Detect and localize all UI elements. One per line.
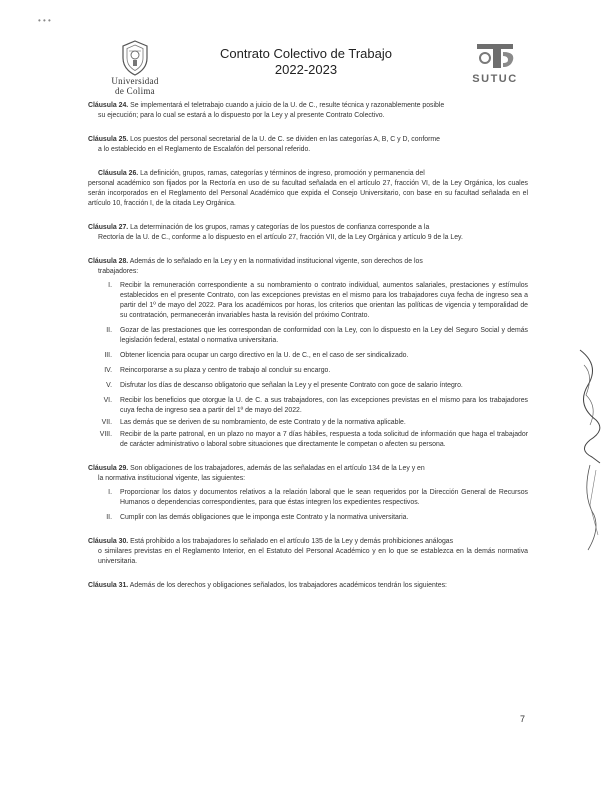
clause-24-text-cont: su ejecución; para lo cual se estará a lo dispuesto por la Ley y al presente Contrato Colectivo.: [98, 112, 385, 119]
list-item: [88, 281, 528, 321]
clause-28-list: [88, 281, 528, 450]
clause-28-text-cont: trabajadores:: [98, 268, 139, 275]
clause-27-heading: Cláusula 27.: [88, 224, 129, 231]
clause-24: [88, 101, 528, 121]
university-name-line2: de Colima: [115, 86, 155, 96]
clause-26-heading: Cláusula 26.: [98, 170, 139, 177]
item-text: Cumplir con las demás obligaciones que le imponga este Contrato y la normativa universitaria.: [120, 514, 409, 521]
university-logo: [100, 40, 170, 96]
clause-26-text-cont: personal académico son fijados por la Rectoría en uso de su facultad señalada en el artículo 27, fracción VI, de la Ley Orgánica, los cuales serán incorporados en el Reglamento del Personal Académico que expida el Consejo Universitario, con base en su facultad señalada en el artículo 10, fracción I, de la citada Ley Orgánica.: [88, 180, 528, 207]
clause-29-heading: Cláusula 29.: [88, 465, 129, 472]
clause-28-text: Además de lo señalado en la Ley y en la normatividad institucional vigente, son derechos de los: [129, 258, 423, 265]
item-number: VII.: [101, 419, 112, 426]
clause-26: [88, 169, 528, 209]
corner-marks: • • •: [38, 16, 51, 25]
item-number: VIII.: [99, 431, 112, 438]
clause-24-heading: Cláusula 24.: [88, 102, 129, 109]
clause-29-list: [88, 488, 528, 523]
item-number: VI.: [103, 397, 112, 404]
list-item: [88, 366, 528, 376]
item-text: Disfrutar los días de descanso obligatorio que señalan la Ley y el presente Contrato con goce de salario íntegro.: [120, 382, 463, 389]
clause-30-text: Está prohibido a los trabajadores lo señalado en el artículo 135 de la Ley y demás prohibiciones análogas: [130, 538, 454, 545]
item-number: I.: [108, 282, 112, 289]
item-text: Recibir de la parte patronal, en un plazo no mayor a 7 días hábiles, respuesta a toda solicitud de información que haga el trabajador de carácter administrativo o laboral sobre situaciones que directamente le competan o afecten su persona.: [120, 431, 528, 448]
item-text: Gozar de las prestaciones que les correspondan de conformidad con la Ley, con lo dispuesto en la Ley del Seguro Social y demás legislación federal, estatal o normativa universitaria.: [120, 327, 528, 344]
clause-25-text: Los puestos del personal secretarial de la U. de C. se dividen en las categorías A, B, C y D, conforme: [130, 136, 440, 143]
clause-28: [88, 257, 528, 450]
item-number: II.: [106, 514, 112, 521]
clause-31-text: Además de los derechos y obligaciones señalados, los trabajadores académicos tendrán los siguientes:: [129, 582, 447, 589]
item-number: II.: [106, 327, 112, 334]
item-text: Reincorporarse a su plaza y centro de trabajo al concluir su encargo.: [120, 367, 331, 374]
clause-26-text: La definición, grupos, ramas, categorías y términos de ingreso, promoción y permanencia del: [140, 170, 425, 177]
item-text: Recibir los beneficios que otorgue la U. de C. a sus trabajadores, con las excepciones previstas en el mismo para los trabajadores cuya fecha de ingreso sea a partir del 1º de mayo del 2022.: [120, 397, 528, 414]
sutuc-emblem-icon: [473, 40, 517, 72]
clause-25-text-cont: a lo establecido en el Reglamento de Escalafón del personal referido.: [98, 146, 311, 153]
title-line1: Contrato Colectivo de Trabajo: [220, 46, 392, 61]
clause-30-text-cont: o similares previstas en el Reglamento Interior, en el Estatuto del Personal Académico y en lo que se establezca en la demás normativa universitaria.: [98, 548, 528, 565]
handwritten-signature: [570, 345, 610, 555]
clause-31-heading: Cláusula 31.: [88, 582, 129, 589]
list-item: [88, 396, 528, 416]
list-item: [88, 326, 528, 346]
document-body: [88, 101, 528, 605]
list-item: [88, 513, 528, 523]
clause-30: [88, 537, 528, 567]
item-text: Recibir la remuneración correspondiente a su nombramiento o contrato individual, aumentos salariales, prestaciones y estímulos establecidos en el presente Contrato, con las excepciones previstas en el mismo para los trabajadores cuya fecha de ingreso sea a partir del 1º de mayo del 2022. Para los académicos por horas, los criterios que orientan las políticas de vigencia y temporalidad de su contratación, permanecerán invariables hasta la revisión del próximo Contrato.: [120, 282, 528, 319]
list-item: [88, 488, 528, 508]
document-title: [196, 46, 416, 78]
item-number: IV.: [104, 367, 112, 374]
union-name: SUTUC: [472, 73, 518, 85]
item-number: III.: [104, 352, 112, 359]
list-item: [88, 381, 528, 391]
item-number: I.: [108, 489, 112, 496]
item-text: Las demás que se deriven de su nombramiento, de este Contrato y de la normativa aplicable.: [120, 419, 406, 426]
list-item: [88, 418, 528, 428]
university-name-line1: Universidad: [111, 76, 159, 86]
list-item: [88, 430, 528, 450]
clause-27-text-cont: Rectoría de la U. de C., conforme a lo dispuesto en el artículo 27, fracción VII, de la Ley Orgánica y artículo 9 de la Ley.: [98, 234, 463, 241]
list-item: [88, 351, 528, 361]
clause-27: [88, 223, 528, 243]
page-number: 7: [520, 714, 526, 724]
clause-25-heading: Cláusula 25.: [88, 136, 129, 143]
university-seal-icon: [120, 40, 150, 76]
clause-25: [88, 135, 528, 155]
clause-30-heading: Cláusula 30.: [88, 538, 129, 545]
clause-29: [88, 464, 528, 523]
clause-29-text-cont: la normativa institucional vigente, las siguientes:: [98, 475, 246, 482]
title-line2: 2022-2023: [274, 62, 338, 77]
clause-24-text: Se implementará el teletrabajo cuando a juicio de la U. de C., resulte técnica y razonablemente posible: [130, 102, 445, 109]
item-text: Obtener licencia para ocupar un cargo directivo en la U. de C., en el caso de ser sindicalizado.: [120, 352, 409, 359]
item-number: V.: [106, 382, 112, 389]
union-logo: [462, 40, 528, 85]
clause-28-heading: Cláusula 28.: [88, 258, 129, 265]
clause-31: [88, 581, 528, 591]
item-text: Proporcionar los datos y documentos relativos a la relación laboral que le sean requeridos por la Dirección General de Recursos Humanos o dependencias correspondientes, para que éstas integren los expedientes respectivos.: [120, 489, 528, 506]
clause-29-text: Son obligaciones de los trabajadores, además de las señaladas en el artículo 134 de la Ley y en: [130, 465, 425, 472]
clause-27-text: La determinación de los grupos, ramas y categorías de los puestos de confianza corresponde a la: [130, 224, 430, 231]
